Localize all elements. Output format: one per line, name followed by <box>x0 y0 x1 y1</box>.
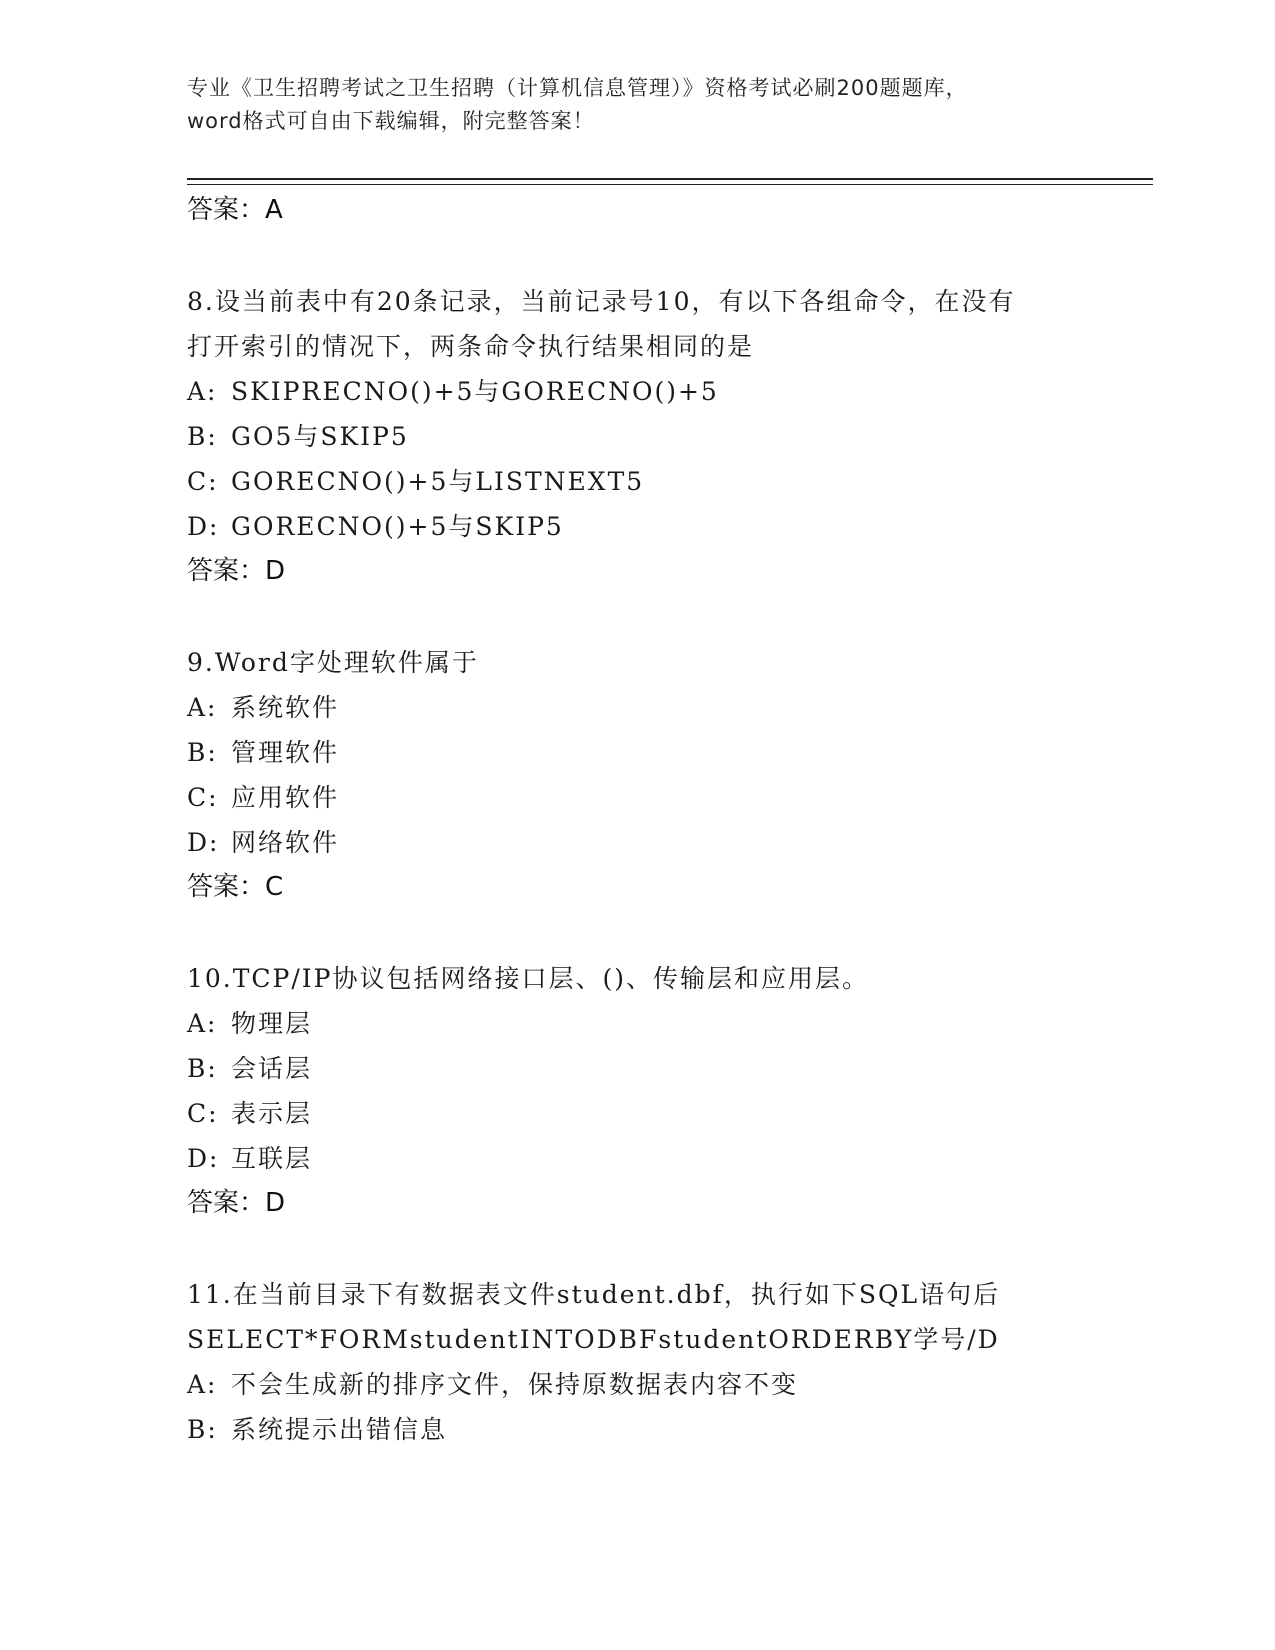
question-text-line: 10.TCP/IP协议包括网络接口层、()、传输层和应用层。 <box>187 964 870 993</box>
option-a <box>187 685 1147 730</box>
option-text: 网络软件 <box>231 828 340 857</box>
option-letter: C: <box>187 467 219 496</box>
question-text-line: SELECT*FORMstudentINTODBFstudentORDERBY学号/D <box>187 1325 1000 1354</box>
option-b <box>187 730 1147 775</box>
option-b <box>187 1407 1147 1452</box>
question-item <box>187 640 1147 909</box>
option-text: 系统提示出错信息 <box>231 1415 448 1444</box>
option-c <box>187 775 1147 820</box>
header-divider-thick <box>187 178 1153 180</box>
option-letter: D: <box>187 1144 220 1173</box>
option-letter: A: <box>187 377 218 406</box>
option-a <box>187 1362 1147 1407</box>
answer-line: 答案：A <box>187 195 283 225</box>
option-letter: B: <box>187 422 218 451</box>
option-c <box>187 459 1147 504</box>
question-item <box>187 956 1147 1225</box>
option-text: 管理软件 <box>231 738 340 767</box>
option-text: 互联层 <box>231 1144 313 1173</box>
option-d <box>187 1136 1147 1181</box>
option-text: 应用软件 <box>231 783 340 812</box>
header-line-2: word格式可自由下载编辑，附完整答案！ <box>187 109 595 133</box>
option-letter: C: <box>187 783 219 812</box>
option-a <box>187 369 1147 414</box>
option-text: SKIPRECNO()+5与GORECNO()+5 <box>231 377 719 406</box>
header-line-1: 专业《卫生招聘考试之卫生招聘（计算机信息管理）》资格考试必刷200题题库， <box>187 76 968 100</box>
option-text: 系统软件 <box>231 693 340 722</box>
option-text: GORECNO()+5与SKIP5 <box>231 512 564 541</box>
option-text: 不会生成新的排序文件，保持原数据表内容不变 <box>231 1370 799 1399</box>
question-text-line: 9.Word字处理软件属于 <box>187 648 479 677</box>
header-divider-thin <box>187 184 1153 185</box>
option-a <box>187 1001 1147 1046</box>
question-item <box>187 279 1147 593</box>
option-letter: D: <box>187 828 220 857</box>
question-list <box>187 188 1147 1452</box>
answer-line: 答案：D <box>187 1188 286 1218</box>
option-letter: A: <box>187 693 218 722</box>
question-text-line: 8.设当前表中有20条记录，当前记录号10，有以下各组命令，在没有 <box>187 287 1016 316</box>
option-b <box>187 1046 1147 1091</box>
option-d <box>187 820 1147 865</box>
option-letter: B: <box>187 1415 218 1444</box>
answer-line: 答案：C <box>187 872 284 902</box>
option-text: GORECNO()+5与LISTNEXT5 <box>231 467 645 496</box>
option-c <box>187 1091 1147 1136</box>
option-letter: C: <box>187 1099 219 1128</box>
question-text-line: 打开索引的情况下，两条命令执行结果相同的是 <box>187 332 755 361</box>
answer-line: 答案：D <box>187 556 286 586</box>
option-text: 表示层 <box>231 1099 313 1128</box>
option-letter: A: <box>187 1370 218 1399</box>
question-item <box>187 1272 1147 1452</box>
option-text: GO5与SKIP5 <box>231 422 409 451</box>
option-letter: A: <box>187 1009 218 1038</box>
option-d <box>187 504 1147 549</box>
document-header <box>187 72 1087 138</box>
option-letter: B: <box>187 1054 218 1083</box>
option-text: 物理层 <box>231 1009 313 1038</box>
option-letter: B: <box>187 738 218 767</box>
option-b <box>187 414 1147 459</box>
option-text: 会话层 <box>231 1054 313 1083</box>
option-letter: D: <box>187 512 220 541</box>
question-text-line: 11.在当前目录下有数据表文件student.dbf，执行如下SQL语句后 <box>187 1280 1001 1309</box>
